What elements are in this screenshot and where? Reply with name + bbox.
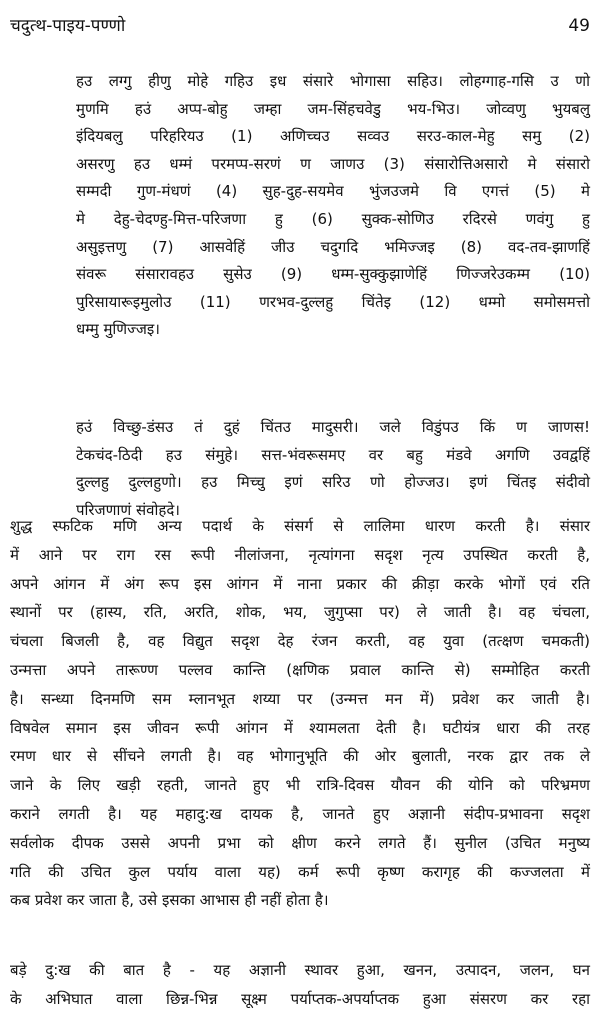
text-line: कब प्रवेश कर जाता है, उसे इसका आभास ही नहीं होता है। (10, 891, 329, 910)
text-line: है। सन्ध्या दिनमणि सम म्लानभूत शय्या पर (उन्मत्त मन में) प्रवेश कर जाती है। (10, 689, 590, 708)
text-line: स्थानों पर (हास्य, रति, अरति, शोक, भय, जुगुप्सा पर) ले जाती है। वह चंचला, (10, 603, 590, 622)
text-line: बड़े दु:ख की बात है - यह अज्ञानी स्थावर हुआ, खनन, उत्पादन, जलन, घन (10, 961, 590, 979)
text-line: पुरिसायारूइमुलोउ (11) णरभव-दुल्लहु चिंतेइ (12) धम्मो समोसमत्तो (76, 292, 590, 311)
text-line: कराने लगती है। यह महादु:ख दायक है, जानते हुए अज्ञानी संदीप-प्रभावना सदृश (10, 804, 590, 823)
page-number: 49 (568, 16, 590, 36)
text-line: मुणमि हउं अप्प-बोहु जम्हा जम-सिंहचवेडु भय-भिउ। जोव्वणु भुयबलु (76, 99, 590, 118)
text-line: इंदियबलु परिहरियउ (1) अणिच्चउ सव्वउ सरउ-काल-मेहु समु (2) (76, 127, 590, 146)
text-line: चंचला बिजली है, वह विद्युत सदृश देह रंजन करती, वह युवा (तत्क्षण चमकती) (10, 632, 590, 651)
verse-block-2 (76, 414, 590, 524)
text-line: गति की उचित कुल पर्याय वाला यह) कर्म रूपी कृष्ण करागृह की कज्जलता में (10, 862, 590, 881)
text-line: में आने पर राग रस रूपी नीलांजना, नृत्यांगना सदृश नृत्य उपस्थित करती है, (10, 545, 590, 564)
text-line: संवरू संसारावहउ सुसेउ (9) धम्म-सुक्कुझाणेहिं णिज्जरेउकम्म (10) (76, 265, 590, 284)
text-line: टेकचंद-ठिदी हउ संमुहे। सत्त-भंवरूसमए वर बहु मंडवे अगणि उवद्वहिं (76, 445, 590, 464)
text-line: के अभिघात वाला छिन्न-भिन्न सूक्ष्म पर्याप्तक-अपर्याप्तक हुआ संसरण कर रहा (10, 989, 590, 1008)
text-line: विषवेल समान इस जीवन रूपी आंगन में श्यामलता देती है। घटीयंत्र धारा की तरह (10, 718, 590, 737)
verse-block-1 (76, 68, 590, 344)
text-line: असुइत्तणु (7) आसवेहिं जीउ चदुगदि भमिज्जइ (8) वद-तव-झाणहिं (76, 237, 590, 256)
text-line: सम्मदी गुण-मंधणं (4) सुह-दुह-सयमेव भुंजउजमे वि एगत्तं (5) मे (76, 182, 590, 201)
text-line: परिजणाणं संवोहदे। (76, 500, 180, 519)
text-line: शुद्ध स्फटिक मणि अन्य पदार्थ के संसर्ग से लालिमा धारण करती है। संसार (10, 517, 590, 535)
text-line: हउं विच्छु-डंसउ तं दुहं चिंतउ मादुसरी। जले विडुंपउ किं ण जाणस! (76, 418, 590, 436)
text-line: अपने आंगन में अंग रूप इस आंगन में नाना प्रकार की क्रीड़ा करके भोगों एवं रति (10, 574, 590, 593)
running-head: चदुत्थ-पाइय-पण्णो (10, 16, 126, 36)
text-line: जाने के लिए खड़ी रहती, जानते हुए भी रात्रि-दिवस यौवन की योनि को परिभ्रमण (10, 776, 590, 795)
text-line: रमण धार से सींचने लगती है। वह भोगानुभूति की ओर बुलाती, नरक द्वार तक ले (10, 747, 590, 766)
text-line: असरणु हउ धम्मं परमप्प-सरणं ण जाणउ (3) संसारोत्तिअसारो मे संसारो (76, 154, 590, 173)
text-line: मे देहु-चेदण्हु-मित्त-परिजणा हु (6) सुक्क-सोणिउ रदिरसे णवंगु हु (76, 209, 590, 228)
prose-paragraph-2 (10, 956, 590, 1014)
page-header (10, 14, 590, 42)
text-line: हउ लग्गु हीणु मोहे गहिउ इध संसारे भोगासा सहिउ। लोहग्गाह-गसि उ णो (76, 72, 590, 90)
prose-paragraph-1 (10, 512, 590, 915)
text-line: उन्मत्ता अपने तारूण्ण पल्लव कान्ति (क्षणिक प्रवाल कान्ति से) सम्मोहित करती (10, 660, 590, 679)
text-line: दुल्लहु दुल्लहुणो। हउ मिच्चु इणं सरिउ णो होज्जउ। इणं चिंतइ संदीवो (76, 473, 590, 492)
text-line: धम्मु मुणिज्जइ। (76, 320, 160, 339)
text-line: सर्वलोक दीपक उससे अपनी प्रभा को क्षीण करने लगते हैं। सुनील (उचित मनुष्य (10, 833, 590, 852)
